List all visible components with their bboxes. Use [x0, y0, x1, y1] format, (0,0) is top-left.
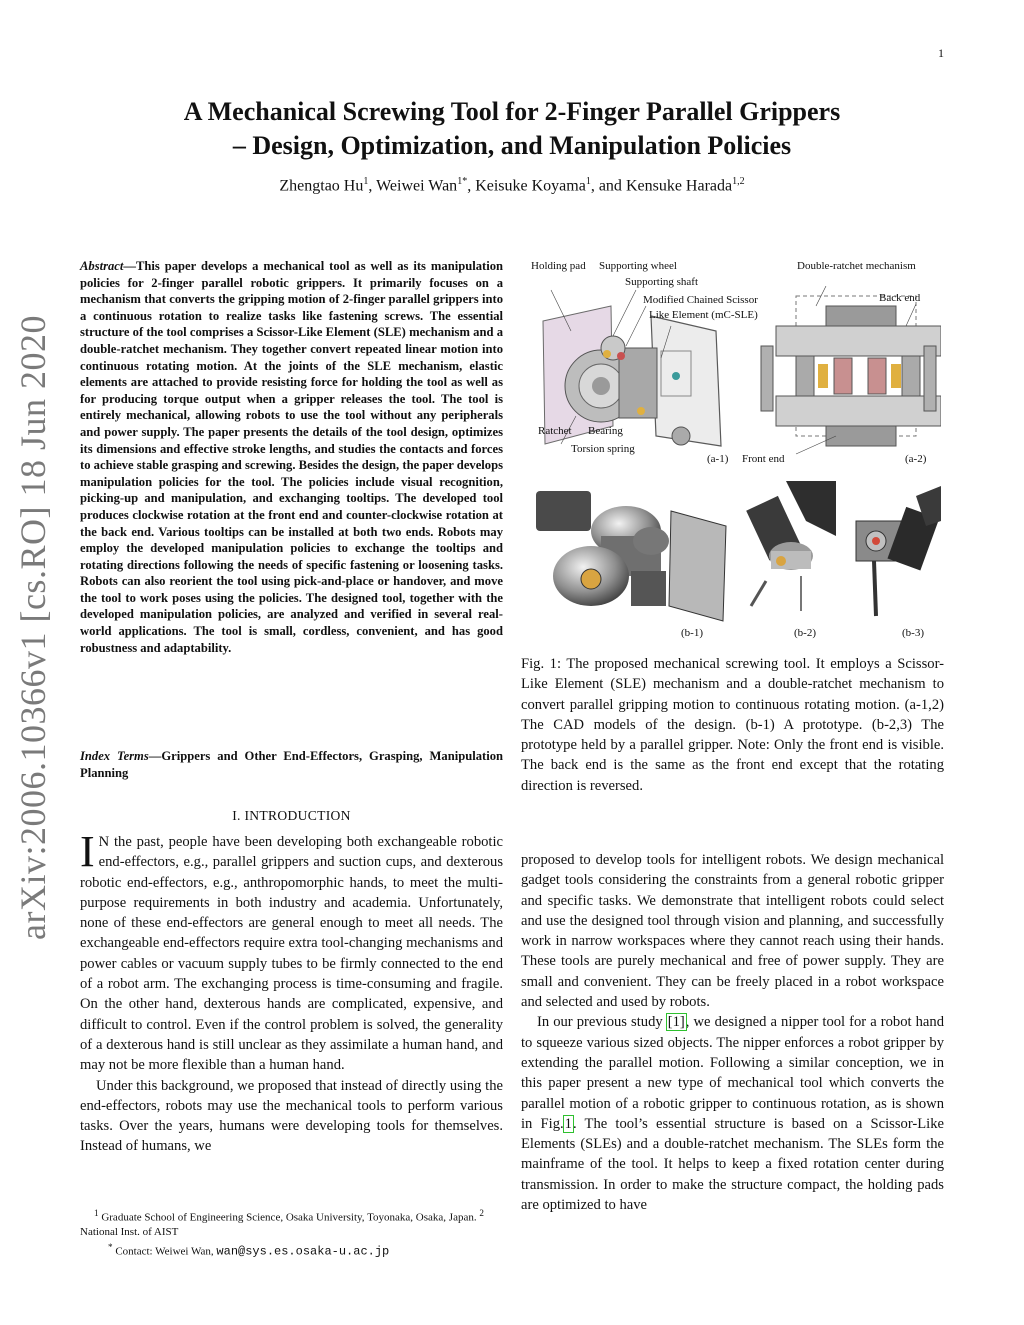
- footnote-marker: 1: [94, 1208, 99, 1218]
- author-affiliation: 1*: [457, 176, 468, 187]
- right-paragraph-2: [521, 1012, 944, 1215]
- label-supporting-shaft: Supporting shaft: [625, 276, 699, 288]
- introduction-text: [80, 827, 503, 1157]
- footnote-marker: 2: [479, 1208, 484, 1218]
- gripper-b3-photo: [846, 481, 941, 626]
- author-list: [80, 176, 944, 195]
- index-terms: [80, 748, 503, 781]
- label-b1: (b-1): [681, 627, 703, 639]
- abstract-label: Abstract: [80, 259, 124, 273]
- index-terms-text: —Grippers and Other End-Effectors, Grasping, Manipulation Planning: [80, 749, 504, 780]
- paragraph-text: . The tool’s essential structure is based on a Scissor-Like Elements (SLEs) and a double-ratchet mechanism. The SLEs form the mainframe of the tool. It helps to keep a fixed rotation center during transmission. In order to make the structure compact, the holding pads are optimized to have: [521, 1115, 944, 1214]
- abstract-text: —This paper develops a mechanical tool as well as its manipulation policies for 2-finger parallel robotic grippers. It primarily focuses on a mechanism that converts the gripping motion of 2-finger parallel grippers into a continuous rotation to realize tasks like fastening screws. The essential structure of the tool comprises a Scissor-Like Element (SLE) mechanism and a double-ratchet mechanism. They together convert repeated linear motion into continuous rotating motion. At the joints of the SLE mechanism, elastic elements are attached to provide resisting force for holding the tool as well as for producing torque output when a gripper releases the tool. The tool is entirely mechanical, allowing robots to use the tool without any peripherals and power supply. The paper presents the details of the tool design, optimizes its dimensions and effective stroke lengths, and studies the contacts and forces to achieve stable grasping and screwing. Besides the design, the paper develops manipulation policies for the tool. The policies include visual recognition, picking-up and manipulation, and exchanging tooltips. The developed tool produces clockwise rotation at the front end and counter-clockwise rotation at the back end. Various tooltips can be installed at both two ends. Robots may employ the developed manipulation policies to exchange the tooltips and rotating directions following the needs of specific fastening or loosening tasks. Robots can also reorient the tool using pick-and-place or handover, and move the tool to work poses using the policies. The designed tool, together with the developed manipulation policies, are analyzed and verified in several real-world applications. The tool is small, cordless, convenient, and has good robustness and adaptability.: [80, 259, 503, 655]
- figure-reference-link[interactable]: 1: [564, 1115, 572, 1132]
- label-double-ratchet: Double-ratchet mechanism: [797, 260, 916, 272]
- title-line-1: A Mechanical Screwing Tool for 2-Finger Parallel Grippers: [183, 97, 841, 126]
- label-mcsle-line2: Like Element (mC-SLE): [649, 309, 758, 321]
- abstract: [80, 258, 503, 656]
- author-separator: , and: [590, 177, 626, 195]
- label-supporting-wheel: Supporting wheel: [599, 260, 677, 272]
- gripper-b2-photo: [746, 481, 836, 626]
- section-heading-introduction: I. INTRODUCTION: [232, 808, 351, 823]
- cad-model-a2-image: [756, 286, 941, 462]
- label-b3: (b-3): [902, 627, 924, 639]
- author-separator: ,: [368, 177, 377, 195]
- label-ratchet: Ratchet: [538, 425, 572, 437]
- author-affiliation: 1: [585, 176, 591, 187]
- label-bearing: Bearing: [588, 425, 623, 437]
- footnote-text: Contact: Weiwei Wan,: [112, 1245, 217, 1258]
- footnote-text: National Inst. of AIST: [80, 1226, 179, 1239]
- author-affiliation: 1,2: [732, 176, 745, 187]
- footnote-affiliations: [80, 1206, 503, 1240]
- intro-paragraph-1-text: N the past, people have been developing both exchangeable robotic end-effectors, e.g., parallel grippers and suction cups, and dexterous robotic end-effectors, e.g., anthropomorphic hands, to meet the multi-purpose requirements in both industry and academia. Unfortunately, none of these end-effectors are general enough to meet all needs. The exchangeable end-effectors require extra tool-changing mechanisms and power cables or vacuum supply tubes to be firmly connected to the end of a robot arm. The exchanging process is time-consuming and fragile. On the other hand, dexterous hands are complicated, expensive, and difficult to control. Even if the control problem is solved, the generality of a dexterous hand is still unclear as they assimilate a human hand, and may not be more flexible than a human hand.: [80, 834, 503, 1074]
- author-name: Zhengtao Hu: [279, 177, 364, 195]
- footnote-text: Graduate School of Engineering Science, Osaka University, Toyonaka, Osaka, Japan.: [98, 1211, 480, 1224]
- footnotes: [80, 1206, 503, 1259]
- label-mcsle-line1: Modified Chained Scissor: [643, 294, 758, 306]
- page-number: 1: [938, 46, 944, 60]
- figure-1: [521, 256, 944, 646]
- figure-caption: Fig. 1: The proposed mechanical screwing tool. It employs a Scissor-Like Element (SLE) mechanism and a double-ratchet mechanism to convert parallel gripping motion to continuous rotating motion. (a-1,2) The CAD models of the design. (b-1) A prototype. (b-2,3) The prototype held by a parallel gripper. Note: Only the front end is visible. The back end is the same as the front end except that the rotating direction is reversed.: [521, 656, 944, 794]
- label-holding-pad: Holding pad: [531, 260, 586, 272]
- label-a2: (a-2): [905, 453, 927, 465]
- paragraph-text: In our previous study: [537, 1014, 667, 1031]
- label-torsion-spring: Torsion spring: [571, 443, 635, 455]
- right-paragraph-1: proposed to develop tools for intelligent robots. We design mechanical gadget tools considering the constraints from a general robotic gripper and specific tasks. We demonstrate that intelligent robots could select and use the designed tool through vision and planning, and successfully work in narrow workspaces where they cannot reach using their hands. These tools are purely mechanical and free of power supply. They are small and convenient. They can be freely placed in a robot workspace and selected and used by robots.: [521, 852, 944, 1011]
- author-affiliation: 1: [363, 176, 369, 187]
- footnote-marker: *: [108, 1241, 113, 1252]
- label-front-end: Front end: [742, 453, 785, 465]
- author-name: Keisuke Koyama: [475, 177, 586, 195]
- contact-email-link[interactable]: wan@sys.es.osaka-u.ac.jp: [216, 1244, 390, 1259]
- footnote-contact: [80, 1240, 503, 1259]
- author-name: Weiwei Wan: [376, 177, 458, 195]
- prototype-b1-photo: [531, 481, 731, 626]
- label-back-end: Back end: [879, 292, 921, 304]
- label-b2: (b-2): [794, 627, 816, 639]
- intro-paragraph-2: Under this background, we proposed that instead of directly using the end-effectors, robots may use the mechanical tools to perform various tasks. Over the years, humans were developing tools for themselves. Instead of humans, we: [80, 1077, 503, 1155]
- intro-paragraph-1: [80, 827, 503, 1076]
- index-terms-label: Index Terms: [80, 749, 149, 763]
- right-column-text: [521, 850, 944, 1215]
- drop-cap: I: [80, 827, 95, 876]
- author-separator: ,: [467, 177, 476, 195]
- paragraph-text: , we designed a nipper tool for a robot hand to squeeze various sized objects. The nipper enforces a robot gripper by extending the parallel motion. Following a similar conception, we in this paper present a new type of mechanical tool which converts the parallel motion of a robotic gripper to continuous rotation, as is shown in Fig.: [521, 1014, 944, 1132]
- arxiv-identifier[interactable]: arXiv:2006.10366v1 [cs.RO] 18 Jun 2020: [13, 315, 53, 940]
- author-name: Kensuke Harada: [625, 177, 733, 195]
- title-line-2: – Design, Optimization, and Manipulation Policies: [232, 131, 792, 160]
- label-a1: (a-1): [707, 453, 729, 465]
- paper-title: [80, 95, 944, 163]
- citation-link[interactable]: [1]: [667, 1014, 685, 1031]
